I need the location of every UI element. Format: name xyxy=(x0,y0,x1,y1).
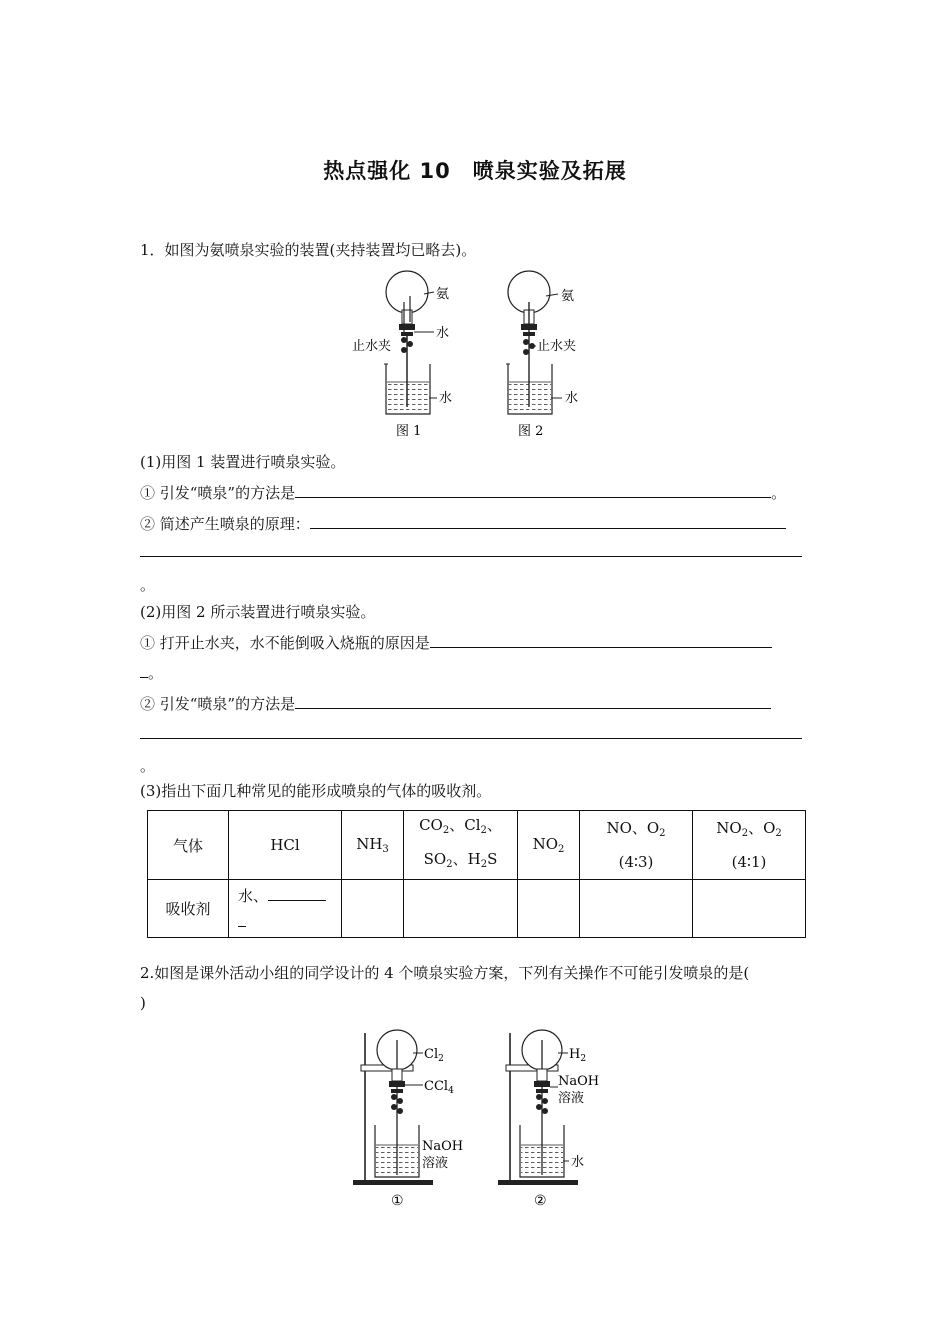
answer-blank-1b[interactable] xyxy=(310,513,786,529)
td-nh3-answer[interactable] xyxy=(342,880,404,938)
fig2-water-bottom-label: 水 xyxy=(565,391,579,406)
td-no2-o2-answer[interactable] xyxy=(693,880,806,938)
th-nh3: $NH_3$ xyxy=(342,811,404,880)
figA-liquid-label-2: 溶液 xyxy=(422,1156,449,1171)
answer-blank-hcl-cont[interactable] xyxy=(238,911,246,927)
figB-liquid-label: 水 xyxy=(571,1155,585,1170)
fig2-caption: 图 2 xyxy=(518,424,544,439)
th-no2-o2: $NO_2$、$O_2$ (4∶1) xyxy=(693,811,806,880)
fig1-caption: 图 1 xyxy=(396,424,422,439)
q1-part1-heading: (1)用图 1 装置进行喷泉实验。 xyxy=(140,453,346,471)
fig1-clamp-label: 止水夹 xyxy=(352,339,392,354)
q1-part1-a-end: 。 xyxy=(771,484,787,502)
figB-caption: ② xyxy=(534,1193,547,1209)
answer-blank-2b[interactable] xyxy=(295,693,771,709)
fig1-water-top-label: 水 xyxy=(436,326,450,341)
q1-part1-a xyxy=(140,482,786,503)
q1-part1-b xyxy=(140,513,786,534)
q1-stem: 1．如图为氨喷泉实验的装置(夹持装置均已略去)。 xyxy=(140,241,477,259)
fig2-clamp-label: 止水夹 xyxy=(537,339,577,354)
q1-part2-a-cont xyxy=(140,662,163,683)
td-no2-answer[interactable] xyxy=(518,880,580,938)
fig1-water-bottom-label: 水 xyxy=(439,391,453,406)
q1-part2-b xyxy=(140,693,771,714)
q2-stem: 2.如图是课外活动小组的同学设计的 4 个喷泉实验方案，下列有关操作不可能引发喷泉的是( xyxy=(140,964,750,982)
figA-caption: ① xyxy=(391,1193,404,1209)
figB-tube-label-1: NaOH xyxy=(558,1074,600,1089)
q2-apparatus-figure xyxy=(345,1025,615,1215)
q2-stem-end: ) xyxy=(140,994,146,1012)
q1-part1-b-text: ② 简述产生喷泉的原理： xyxy=(140,515,310,533)
q1-part2-a-end: 。 xyxy=(148,664,164,682)
answer-blank-2a[interactable] xyxy=(430,632,772,648)
q1-part2-b-text: ② 引发“喷泉”的方法是 xyxy=(140,695,296,713)
q1-part2-b-end: 。 xyxy=(140,757,156,775)
q1-part3-heading: (3)指出下面几种常见的能形成喷泉的气体的吸收剂。 xyxy=(140,782,492,800)
figB-gas-label: $H_2$ xyxy=(569,1047,587,1064)
td-co2-answer[interactable] xyxy=(404,880,518,938)
fig1-gas-label: 氨 xyxy=(436,287,450,302)
table-header-row xyxy=(148,811,806,880)
answer-blank-1b-cont[interactable] xyxy=(140,556,802,557)
answer-blank-2b-cont[interactable] xyxy=(140,738,802,739)
th-no2: $NO_2$ xyxy=(518,811,580,880)
answer-blank-hcl[interactable] xyxy=(268,885,326,901)
table-absorbent-row xyxy=(148,880,806,938)
q1-apparatus-figure xyxy=(340,262,600,442)
th-gas: 气体 xyxy=(148,811,229,880)
th-hcl: HCl xyxy=(229,811,342,880)
absorbent-table xyxy=(147,810,806,938)
td-absorbent-label: 吸收剂 xyxy=(148,880,229,938)
q1-part1-b-end: 。 xyxy=(140,576,156,594)
figB-tube-label-2: 溶液 xyxy=(558,1091,585,1106)
td-no-o2-answer[interactable] xyxy=(580,880,693,938)
th-no-o2: NO、$O_2$ (4∶3) xyxy=(580,811,693,880)
figA-liquid-label-1: NaOH xyxy=(422,1139,464,1154)
th-co2-cl2-so2-h2s: $CO_2$、$Cl_2$、 $SO_2$、$H_2S$ xyxy=(404,811,518,880)
page-title: 热点强化 10 喷泉实验及拓展 xyxy=(323,159,627,183)
q1-part2-a xyxy=(140,632,772,653)
figB-apparatus xyxy=(498,1030,578,1185)
figA-apparatus xyxy=(353,1030,433,1185)
answer-blank-1a[interactable] xyxy=(295,482,771,498)
q1-part2-heading: (2)用图 2 所示装置进行喷泉实验。 xyxy=(140,603,376,621)
answer-blank-2a-cont[interactable] xyxy=(140,662,148,678)
q1-part2-a-text: ① 打开止水夹，水不能倒吸入烧瓶的原因是 xyxy=(140,634,430,652)
td-hcl-answer: 水、 xyxy=(229,880,342,938)
fig2-gas-label: 氨 xyxy=(561,289,575,304)
figA-tube-label: CCl$_4$ xyxy=(424,1079,454,1096)
fig1-apparatus xyxy=(384,271,437,414)
figA-gas-label: $Cl_2$ xyxy=(424,1047,444,1064)
q1-part1-a-text: ① 引发“喷泉”的方法是 xyxy=(140,484,296,502)
